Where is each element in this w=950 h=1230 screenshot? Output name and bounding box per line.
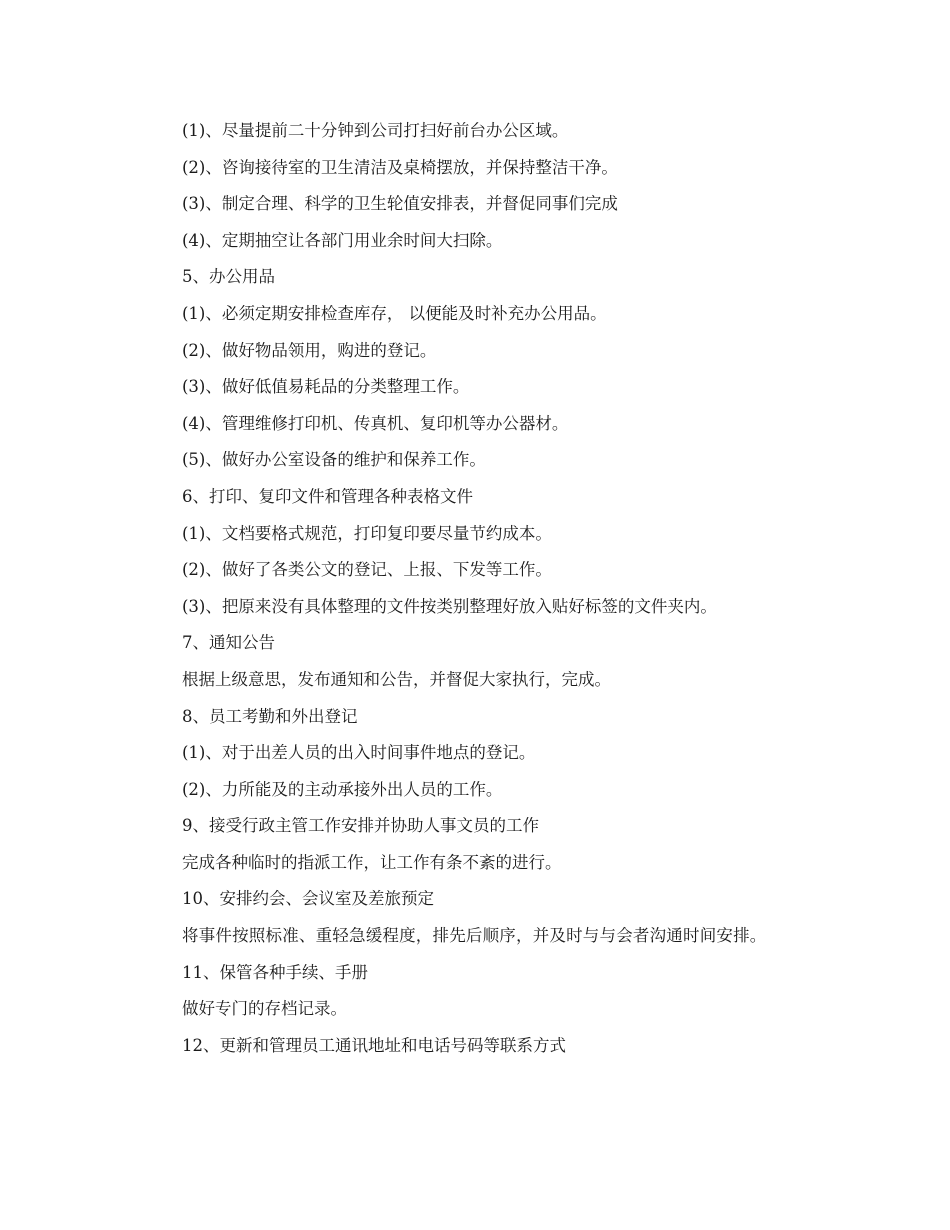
section-heading-7: 7、通知公告 [182, 633, 275, 653]
paragraph-7: 根据上级意思，发布通知和公告，并督促大家执行，完成。 [182, 669, 611, 689]
item-1-1: (1)、尽量提前二十分钟到公司打扫好前台办公区域。 [182, 121, 569, 140]
document-body [145, 113, 805, 1064]
item-1-2: (2)、咨询接待室的卫生清洁及桌椅摆放，并保持整洁干净。 [182, 157, 618, 177]
item-5-5: (5)、做好办公室设备的维护和保养工作。 [182, 450, 486, 470]
item-5-3: (3)、做好低值易耗品的分类整理工作。 [182, 377, 470, 397]
section-heading-10: 10、安排约会、会议室及差旅预定 [182, 889, 434, 909]
item-5-2: (2)、做好物品领用，购进的登记。 [182, 340, 437, 360]
item-6-2: (2)、做好了各类公文的登记、上报、下发等工作。 [182, 560, 552, 580]
item-1-4: (4)、定期抽空让各部门用业余时间大扫除。 [182, 230, 503, 250]
item-5-4: (4)、管理维修打印机、传真机、复印机等办公器材。 [182, 413, 569, 433]
section-heading-12: 12、更新和管理员工通讯地址和电话号码等联系方式 [182, 1035, 566, 1055]
section-heading-6: 6、打印、复印文件和管理各种表格文件 [182, 486, 473, 506]
section-heading-11: 11、保管各种手续、手册 [182, 962, 368, 982]
item-6-1: (1)、文档要格式规范，打印复印要尽量节约成本。 [182, 523, 552, 543]
section-heading-8: 8、员工考勤和外出登记 [182, 706, 358, 726]
item-1-3: (3)、制定合理、科学的卫生轮值安排表，并督促同事们完成 [182, 194, 618, 214]
paragraph-9: 完成各种临时的指派工作，让工作有条不紊的进行。 [182, 852, 562, 872]
section-heading-9: 9、接受行政主管工作安排并协助人事文员的工作 [182, 816, 539, 836]
item-8-2: (2)、力所能及的主动承接外出人员的工作。 [182, 779, 503, 799]
section-heading-5: 5、办公用品 [182, 267, 275, 287]
item-5-1: (1)、必须定期安排检查库存， 以便能及时补充办公用品。 [182, 303, 607, 323]
item-8-1: (1)、对于出差人员的出入时间事件地点的登记。 [182, 743, 536, 763]
paragraph-11: 做好专门的存档记录。 [182, 999, 347, 1019]
item-6-3: (3)、把原来没有具体整理的文件按类别整理好放入贴好标签的文件夹内。 [182, 596, 717, 616]
paragraph-10: 将事件按照标准、重轻急缓程度，排先后顺序，并及时与与会者沟通时间安排。 [182, 926, 767, 946]
